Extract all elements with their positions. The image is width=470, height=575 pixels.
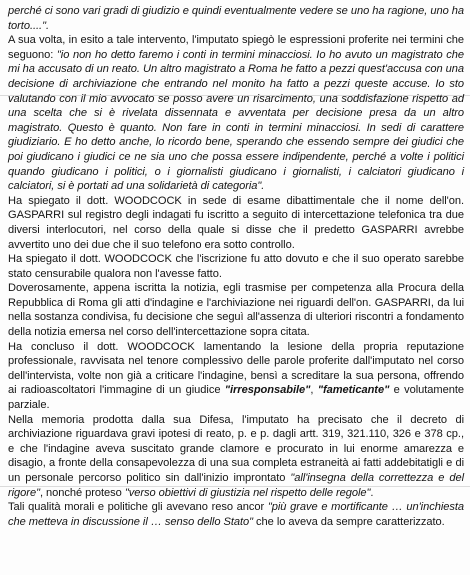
italic-quote: "verso obiettivi di giustizia nel rispetto delle regole" <box>124 486 371 499</box>
text-run: . <box>370 486 374 499</box>
paragraph <box>8 281 464 339</box>
bold-italic-quote: "fameticante" <box>317 384 390 397</box>
text-run: Ha spiegato il dott. WOODCOCK che l'iscrizione fu atto dovuto e che il suo operato sarebbe stato censurabile qualora non l'avesse fatto. <box>8 253 464 280</box>
text-run: Ha spiegato il dott. WOODCOCK in sede di esame dibattimentale che il nome dell'on. GASPARRI sul registro degli indagati fu iscritto a seguito di intercettazione telefonica tra due diversi interlocutori, nel corso della quale si disse che il predetto GASPARRI avrebbe avvertito uno dei due che il suo telefono era sotto controllo. <box>8 194 464 251</box>
bold-italic-quote: "irresponsabile" <box>224 384 311 397</box>
italic-quote: "io non ho detto faremo i conti in termini minacciosi. Io ho avuto un magistrato che mi ha accusato di un reato. Un altro magistrato a Roma he fatto a pezzi quest'accusa con una decisione di archiviazione che entrando nel monito ha fatto a pezzi queste accuse. Io sto valutando con il mio avvocato se posso avere un risarcimento, una soddisfazione rispetto ad una scelta che si è rivelata dissennata e avventata per decisione presa da un altro magistrato. Questo è quanto. Non fare in conti in termini minacciosi. In sedi di carattere giudiziario. E ho detto anche, lo ricordo bene, sperando che essendo sempre dei giudici che poi giudicano i giudici ce ne sia uno che possa essere indipendente, perché a volte i politici quando giudicano i politici, o i giornalisti giudicano i giornalisti, i calciatori giudicano i calciatori, si è portati ad una solidarietà di categoria". <box>8 48 465 193</box>
text-run: Tali qualità morali e politiche gli avevano reso ancor <box>8 501 268 514</box>
italic-quote: "più grave e mortificante … un'inchiesta che metteva in discussione il … senso dello Stato" <box>8 501 465 528</box>
text-run: Ha concluso il dott. WOODCOCK lamentando la lesione della propria reputazione professionale, ravvisata nel tenore complessivo delle parole proferite dall'imputato nel corso dell'intervista, volte non già a criticare l'indagine, bensì a screditare la sua persona, offrendo ai radioascoltatori l'immagine di un giudice <box>8 340 464 397</box>
paragraph <box>8 252 464 281</box>
text-run: A sua volta, in esito a tale intervento, l'imputato spiegò le espressioni proferite nei termini che seguono: <box>8 34 464 61</box>
paragraph <box>8 33 464 194</box>
paragraph <box>8 500 464 529</box>
text-run: Doverosamente, appena iscritta la notizia, egli trasmise per competenza alla Procura della Repubblica di Roma gli atti d'indagine e l'archiviazione nei riguardi dell'on. GASPARRI, da lui nella sostanza condivisa, fu decisione che seguì all'assenza di ulteriori riscontri a fondamento della notizia emersa nel corso dell'intercettazione sopra citata. <box>8 282 464 339</box>
text-run: , <box>310 384 318 397</box>
text-run: Nella memoria prodotta dalla sua Difesa, l'imputato ha precisato che il decreto di archiviazione riguardava gravi ipotesi di reato, p. e p. dagli artt. 319, 321.110, 326 e 378 cp., e che l'indagine aveva suscitato grande clamore e procurato in lui enorme amarezza e disagio, a fronte della consapevolezza di una sua completa estraneità ai fatti addebitatigli e di un personale percorso politico sin dall'inizio improntato <box>8 413 464 484</box>
document-body <box>8 4 464 529</box>
paragraph <box>8 4 464 33</box>
paragraph <box>8 413 464 501</box>
text-run: e volutamente parziale. <box>8 384 464 412</box>
text-run: , nonché proteso <box>39 486 125 499</box>
paragraph <box>8 340 464 413</box>
italic-quote: "all'insegna della correttezza e del rigore" <box>8 472 464 499</box>
italic-quote: perché ci sono vari gradi di giudizio e quindi eventualmente vedere se uno ha ragione, uno ha torto....". <box>8 5 464 32</box>
text-run: che lo aveva da sempre caratterizzato. <box>253 515 445 528</box>
paragraph <box>8 194 464 252</box>
